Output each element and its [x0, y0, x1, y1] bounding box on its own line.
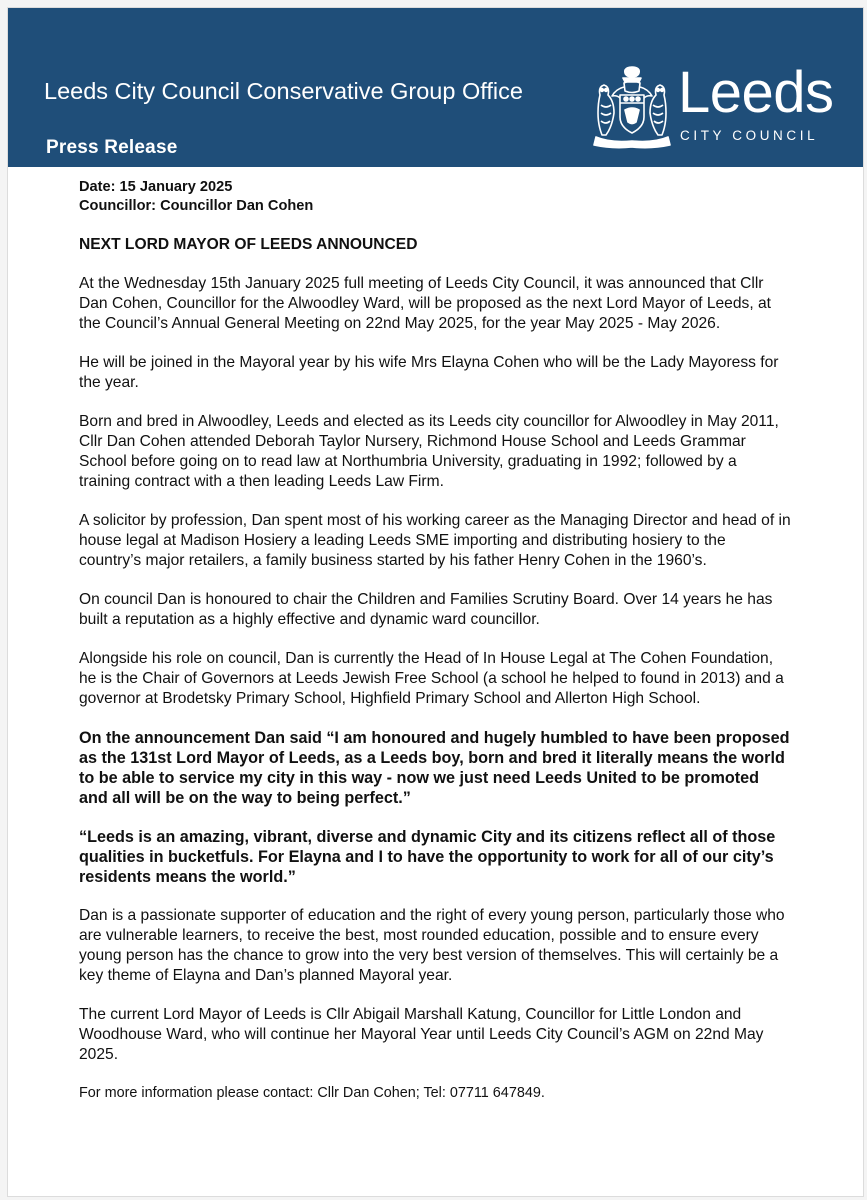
headline: NEXT LORD MAYOR OF LEEDS ANNOUNCED [79, 236, 418, 253]
paragraph-lady-mayoress: He will be joined in the Mayoral year by his wife Mrs Elayna Cohen who will be the Lady Mayoress for the year. [79, 354, 779, 391]
press-release-body [79, 178, 791, 1103]
coat-of-arms-icon [590, 65, 674, 149]
paragraph-background: Born and bred in Alwoodley, Leeds and elected as its Leeds city councillor for Alwoodley in May 2011, Cllr Dan Cohen attended Deborah Taylor Nursery, Richmond House School and Leeds Grammar School before going on to read law at Northumbria University, graduating in 1992; followed by a training contract with a then leading Leeds Law Firm. [79, 413, 779, 490]
release-councillor: Councillor: Councillor Dan Cohen [79, 198, 314, 214]
paragraph-career: A solicitor by profession, Dan spent most of his working career as the Managing Director and head of in house legal at Madison Hosiery a leading Leeds SME importing and distributing hosiery to the country’s major retailers, a family business started by his father Henry Cohen in the 1960’s. [79, 512, 791, 569]
header-subtitle: Press Release [46, 137, 178, 158]
paragraph-scrutiny-board: On council Dan is honoured to chair the Children and Families Scrutiny Board. Over 14 years he has built a reputation as a highly effective and dynamic ward councillor. [79, 591, 773, 628]
logo-wordmark: Leeds [678, 60, 834, 125]
paragraph-current-lord-mayor: The current Lord Mayor of Leeds is Cllr Abigail Marshall Katung, Councillor for Little London and Woodhouse Ward, who will continue her Mayoral Year until Leeds City Council’s AGM on 22nd May 2025. [79, 1006, 764, 1063]
quote-leeds-city: “Leeds is an amazing, vibrant, diverse and dynamic City and its citizens reflect all of those qualities in bucketfuls. For Elayna and I to have the opportunity to work for all of our city’s residents means the world.” [79, 828, 776, 886]
logo-subtext: CITY COUNCIL [680, 128, 819, 143]
paragraph-announcement: At the Wednesday 15th January 2025 full meeting of Leeds City Council, it was announced that Cllr Dan Cohen, Councillor for the Alwoodley Ward, will be proposed as the next Lord Mayor of Leeds, at the Council’s Annual General Meeting on 22nd May 2025, for the year May 2025 - May 2026. [79, 275, 771, 332]
quote-announcement: On the announcement Dan said “I am honoured and hugely humbled to have been proposed as the 131st Lord Mayor of Leeds, as a Leeds boy, born and bred it literally means the world to be able to service my city in this way - now we just need Leeds United to be promoted and all will be on the way to being perfect.” [79, 729, 790, 807]
header-title: Leeds City Council Conservative Group Office [44, 78, 523, 104]
header-banner [8, 8, 863, 167]
paragraph-current-roles: Alongside his role on council, Dan is currently the Head of In House Legal at The Cohen Foundation, he is the Chair of Governors at Leeds Jewish Free School (a school he helped to found in 2013) and a governor at Brodetsky Primary School, Highfield Primary School and Allerton High School. [79, 650, 784, 707]
release-date: Date: 15 January 2025 [79, 179, 233, 195]
leeds-city-council-logo [590, 60, 855, 149]
paragraph-education: Dan is a passionate supporter of education and the right of every young person, particularly those who are vulnerable learners, to receive the best, most rounded education, possible and to ensure every young person has the chance to grow into the very best version of themselves. This will certainly be a key theme of Elayna and Dan’s planned Mayoral year. [79, 907, 785, 984]
contact-info: For more information please contact: Cllr Dan Cohen; Tel: 07711 647849. [79, 1085, 545, 1101]
